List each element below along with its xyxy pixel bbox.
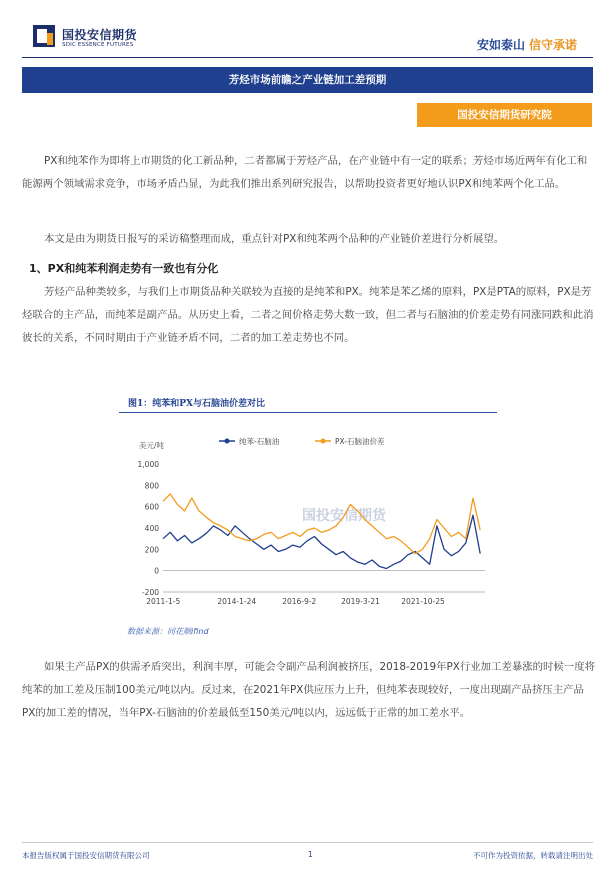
- spread-line-chart: [119, 414, 497, 624]
- slogan: [477, 36, 577, 53]
- legend-label-0: 纯苯-石脑油: [239, 437, 280, 446]
- section-heading-1: 1、PX和纯苯利润走势有一致也有分化: [29, 262, 219, 275]
- slogan-part1: 安如泰山: [476, 38, 525, 52]
- logo-text-en: SDIC ESSENCE FUTURES: [62, 42, 134, 48]
- footer-divider: [22, 842, 593, 843]
- paragraph-3-text: 芳烃产品种类较多，与我们上市期货品种关联较为直接的是纯苯和PX。纯苯是苯乙烯的原料，PX是PTA的原料，PX是芳烃联合的主产品，而纯苯是副产品。从历史上看，二者之间价格走势大数一致，但二者与石脑油的价差走势有同涨同跌和此消彼长的关系，不同时期由于产业链矛盾不同，二者的加工差走势也不同。: [22, 286, 594, 344]
- report-title: 芳烃市场前瞻之产业链加工差预期: [22, 67, 593, 93]
- slogan-part2: 信守承诺: [528, 38, 577, 52]
- paragraph-1: [22, 150, 597, 196]
- x-tick-label: 2016-9-2: [282, 597, 317, 606]
- legend-marker-1: [321, 439, 326, 444]
- y-tick-label: 0: [154, 566, 159, 576]
- paragraph-2: [22, 228, 597, 251]
- y-tick-label: -200: [141, 588, 159, 597]
- chart-watermark: 国投安信期货: [302, 508, 386, 524]
- header-divider: [22, 57, 593, 58]
- x-tick-label: 2019-3-21: [341, 597, 380, 606]
- footer-disclaimer: 不可作为投资依据，转载请注明出处: [473, 851, 593, 860]
- page-header: [0, 0, 615, 62]
- y-tick-label: 400: [144, 524, 159, 533]
- paragraph-4: [22, 656, 597, 725]
- page-number: 1: [308, 850, 313, 859]
- logo-text-cn: 国投安信期货: [62, 28, 138, 42]
- paragraph-4-text: 如果主产品PX的供需矛盾突出，利润丰厚，可能会令副产品利润被挤压，2018-2019年PX行业加工差暴涨的时候一度将纯苯的加工差及压制100美元/吨以内。反过来，在2021年PX供应压力上升，但纯苯表现较好，一度出现副产品挤压主产品PX的加工差的情况，当年PX-石脑油的价差最低至150美元/吨以内，远远低于正常的加工差水平。: [22, 661, 595, 719]
- x-tick-label: 2011-1-5: [146, 597, 181, 606]
- y-tick-label: 600: [144, 502, 159, 512]
- x-tick-label: 2021-10-25: [401, 597, 445, 606]
- company-logo-icon: [33, 25, 55, 47]
- paragraph-3: [22, 281, 597, 350]
- legend-marker-0: [225, 439, 230, 444]
- legend-label-1: PX-石脑油价差: [335, 437, 385, 446]
- x-tick-label: 2014-1-24: [217, 597, 257, 606]
- paragraph-1-text: PX和纯苯作为即将上市期货的化工新品种，二者都属于芳烃产品，在产业链中有一定的联系；芳烃市场近两年有化工和能源两个领域需求竞争，市场矛盾凸显，为此我们推出系列研究报告，以帮助投资者更好地认识PX和纯苯两个化工品。: [22, 155, 588, 190]
- y-tick-label: 800: [144, 481, 159, 491]
- figure-title: 图1：纯苯和PX与石脑油价差对比: [128, 399, 266, 409]
- figure-source: 数据来源：同花顺ifind: [127, 627, 209, 636]
- y-axis-label: 美元/吨: [139, 441, 165, 450]
- y-tick-label: 200: [144, 545, 159, 555]
- footer-copyright: 本报告版权属于国投安信期货有限公司: [22, 851, 150, 860]
- figure-title-rule: [119, 412, 497, 413]
- institution-badge: 国投安信期货研究院: [417, 103, 592, 127]
- y-tick-label: 1,000: [137, 460, 159, 469]
- paragraph-2-text: 本文是由为期货日报写的采访稿整理而成，重点针对PX和纯苯两个品种的产业链价差进行分析展望。: [44, 233, 505, 245]
